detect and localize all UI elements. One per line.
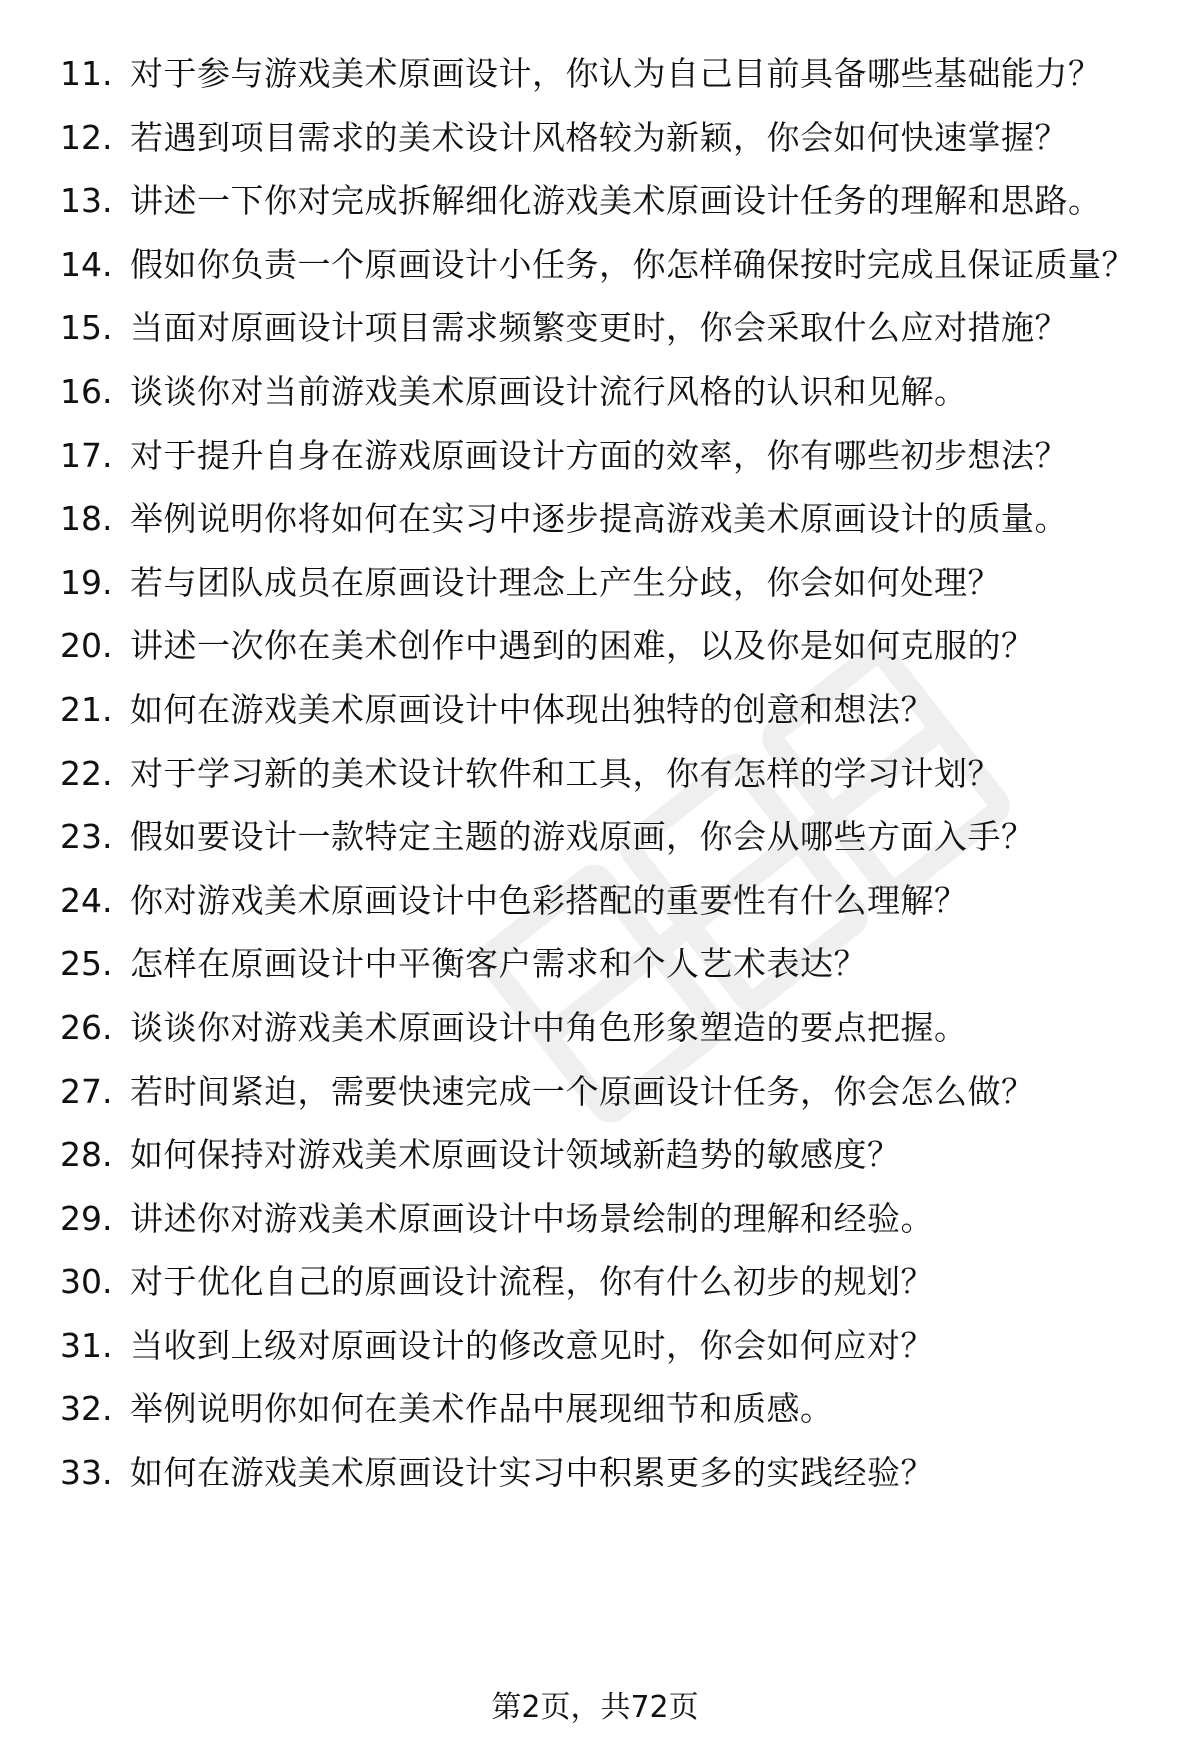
question-item [60, 1387, 1150, 1431]
question-text: 若遇到项目需求的美术设计风格较为新颖，你会如何快速掌握？ [130, 117, 1068, 157]
question-list [60, 52, 1150, 1515]
question-text: 若时间紧迫，需要快速完成一个原画设计任务，你会怎么做？ [130, 1071, 1035, 1111]
question-text: 如何保持对游戏美术原画设计领域新趋势的敏感度？ [130, 1135, 901, 1175]
question-item [60, 1260, 1150, 1304]
question-item [60, 561, 1150, 605]
question-number: 17. [60, 435, 113, 475]
question-item [60, 688, 1150, 732]
question-number: 19. [60, 562, 113, 602]
question-item [60, 879, 1150, 923]
question-item [60, 1133, 1150, 1177]
question-number: 23. [60, 817, 113, 857]
question-item [60, 1006, 1150, 1050]
question-number: 11. [60, 54, 113, 93]
question-number: 25. [60, 944, 113, 984]
question-number: 32. [60, 1389, 113, 1429]
question-text: 怎样在原画设计中平衡客户需求和个人艺术表达？ [130, 944, 867, 984]
question-text: 如何在游戏美术原画设计实习中积累更多的实践经验？ [130, 1453, 934, 1493]
question-text: 举例说明你如何在美术作品中展现细节和质感。 [130, 1389, 834, 1429]
question-item [60, 1324, 1150, 1368]
question-text: 讲述一下你对完成拆解细化游戏美术原画设计任务的理解和思路。 [130, 181, 1102, 221]
question-item [60, 434, 1150, 478]
question-text: 讲述一次你在美术创作中遇到的困难，以及你是如何克服的？ [130, 626, 1035, 666]
question-number: 16. [60, 371, 113, 411]
question-item [60, 815, 1150, 859]
question-text: 假如要设计一款特定主题的游戏原画，你会从哪些方面入手？ [130, 817, 1035, 857]
page-footer [0, 1688, 1190, 1728]
question-number: 22. [60, 753, 113, 793]
question-number: 13. [60, 181, 113, 221]
question-number: 24. [60, 880, 113, 920]
question-text: 如何在游戏美术原画设计中体现出独特的创意和想法？ [130, 689, 934, 729]
question-item [60, 497, 1150, 541]
question-text: 假如你负责一个原画设计小任务，你怎样确保按时完成且保证质量？ [130, 244, 1135, 284]
page-number-label: 第2页，共72页 [491, 1690, 699, 1725]
question-number: 21. [60, 689, 113, 729]
question-text: 谈谈你对当前游戏美术原画设计流行风格的认识和见解。 [130, 371, 968, 411]
question-item [60, 1451, 1150, 1495]
question-item [60, 1070, 1150, 1114]
question-number: 14. [60, 244, 113, 284]
question-item [60, 752, 1150, 796]
question-item [60, 243, 1150, 287]
question-number: 27. [60, 1071, 113, 1111]
question-text: 当面对原画设计项目需求频繁变更时，你会采取什么应对措施？ [130, 308, 1068, 348]
question-text: 对于学习新的美术设计软件和工具，你有怎样的学习计划？ [130, 753, 1001, 793]
question-item [60, 306, 1150, 350]
question-number: 30. [60, 1262, 113, 1302]
question-number: 28. [60, 1135, 113, 1175]
question-number: 20. [60, 626, 113, 666]
question-number: 18. [60, 499, 113, 539]
question-text: 若与团队成员在原画设计理念上产生分歧，你会如何处理？ [130, 562, 1001, 602]
question-item [60, 52, 1150, 96]
question-text: 当收到上级对原画设计的修改意见时，你会如何应对？ [130, 1325, 934, 1365]
question-item [60, 116, 1150, 160]
question-item [60, 624, 1150, 668]
question-text: 举例说明你将如何在实习中逐步提高游戏美术原画设计的质量。 [130, 499, 1068, 539]
question-number: 12. [60, 117, 113, 157]
question-text: 谈谈你对游戏美术原画设计中角色形象塑造的要点把握。 [130, 1007, 968, 1047]
question-number: 33. [60, 1453, 113, 1493]
question-number: 26. [60, 1007, 113, 1047]
question-text: 对于参与游戏美术原画设计，你认为自己目前具备哪些基础能力？ [130, 54, 1102, 93]
question-text: 讲述你对游戏美术原画设计中场景绘制的理解和经验。 [130, 1198, 934, 1238]
question-text: 对于提升自身在游戏原画设计方面的效率，你有哪些初步想法？ [130, 435, 1068, 475]
question-text: 你对游戏美术原画设计中色彩搭配的重要性有什么理解？ [130, 880, 968, 920]
question-number: 31. [60, 1325, 113, 1365]
question-text: 对于优化自己的原画设计流程，你有什么初步的规划？ [130, 1262, 934, 1302]
question-item [60, 179, 1150, 223]
question-item [60, 370, 1150, 414]
question-number: 15. [60, 308, 113, 348]
question-number: 29. [60, 1198, 113, 1238]
question-item [60, 942, 1150, 986]
question-item [60, 1197, 1150, 1241]
